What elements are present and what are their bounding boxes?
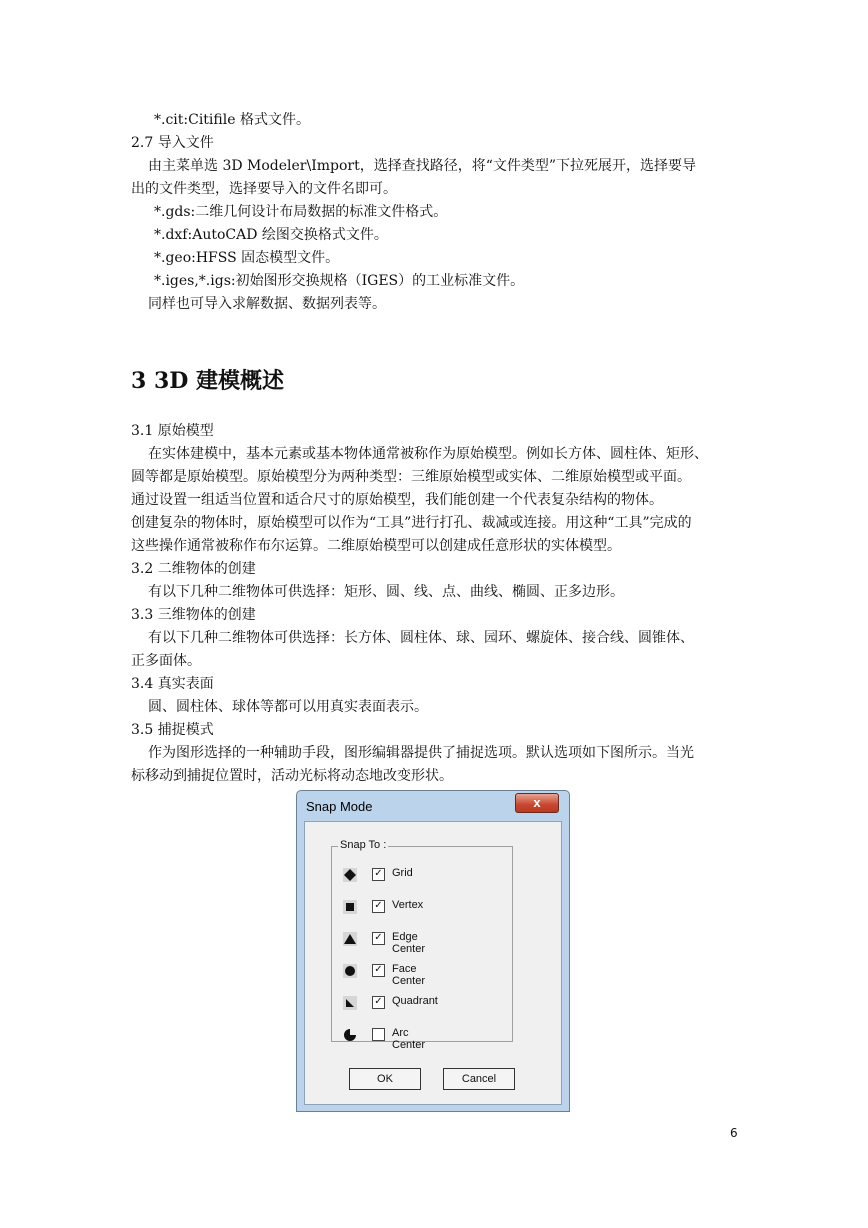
paragraph-3-3-line2: 正多面体。 xyxy=(131,653,201,669)
close-icon: x xyxy=(533,795,541,810)
quadrant-label: Quadrant xyxy=(392,995,438,1007)
text-line-dxf: *.dxf:AutoCAD 绘图交换格式文件。 xyxy=(154,227,388,243)
grid-checkbox[interactable]: ✓ xyxy=(372,868,385,881)
section-heading-3-3: 3.3 三维物体的创建 xyxy=(131,607,256,623)
edge-center-label: Edge Center xyxy=(392,931,426,955)
vertex-checkbox[interactable]: ✓ xyxy=(372,900,385,913)
snap-to-group xyxy=(331,839,513,1051)
paragraph-3-2: 有以下几种二维物体可供选择：矩形、圆、线、点、曲线、椭圆、正多边形。 xyxy=(148,584,624,600)
section-heading-3-4: 3.4 真实表面 xyxy=(131,676,214,692)
text-line-import-data: 同样也可导入求解数据、数据列表等。 xyxy=(148,296,386,312)
ok-button[interactable]: OK xyxy=(349,1068,421,1090)
text-line-cit: *.cit:Citifile 格式文件。 xyxy=(154,112,310,128)
face-center-label: Face Center xyxy=(392,963,426,987)
text-line-iges: *.iges,*.igs:初始图形交换规格（IGES）的工业标准文件。 xyxy=(154,273,525,289)
paragraph-3-1-line3: 通过设置一组适当位置和适合尺寸的原始模型，我们能创建一个代表复杂结构的物体。 xyxy=(131,492,663,508)
edge-center-checkbox[interactable]: ✓ xyxy=(372,932,385,945)
square-icon xyxy=(343,900,357,914)
page-number: 6 xyxy=(730,1126,738,1140)
text-line-geo: *.geo:HFSS 固态模型文件。 xyxy=(154,250,340,266)
close-button[interactable] xyxy=(515,793,559,813)
snap-mode-dialog xyxy=(296,790,570,1112)
quadrant-icon xyxy=(343,996,357,1010)
chapter-heading: 3 3D 建模概述 xyxy=(131,368,285,394)
group-label: Snap To : xyxy=(340,839,387,851)
face-center-checkbox[interactable]: ✓ xyxy=(372,964,385,977)
section-heading-3-1: 3.1 原始模型 xyxy=(131,423,214,439)
section-heading-3-5: 3.5 捕捉模式 xyxy=(131,722,214,738)
arc-center-label: Arc Center xyxy=(392,1027,426,1051)
section-heading-3-2: 3.2 二维物体的创建 xyxy=(131,561,256,577)
dialog-title: Snap Mode xyxy=(306,799,373,814)
paragraph-3-1-line5: 这些操作通常被称作布尔运算。二维原始模型可以创建成任意形状的实体模型。 xyxy=(131,538,621,554)
paragraph-3-1-line2: 圆等都是原始模型。原始模型分为两种类型：三维原始模型或实体、二维原始模型或平面。 xyxy=(131,469,691,485)
quadrant-checkbox[interactable]: ✓ xyxy=(372,996,385,1009)
arc-center-icon xyxy=(343,1028,357,1042)
paragraph-3-3-line1: 有以下几种二维物体可供选择：长方体、圆柱体、球、园环、螺旋体、接合线、圆锥体、 xyxy=(148,630,694,646)
section-heading-2-7: 2.7 导入文件 xyxy=(131,135,214,151)
paragraph-import-line1: 由主菜单选 3D Modeler\Import，选择查找路径，将“文件类型”下拉死展开，选择要导 xyxy=(148,158,697,174)
circle-icon xyxy=(343,964,357,978)
diamond-icon xyxy=(343,868,357,882)
paragraph-3-1-line4: 创建复杂的物体时，原始模型可以作为“工具”进行打孔、裁减或连接。用这种“工具”完成的 xyxy=(131,515,692,531)
cancel-button[interactable]: Cancel xyxy=(443,1068,515,1090)
vertex-label: Vertex xyxy=(392,899,424,911)
grid-label: Grid xyxy=(392,867,413,879)
paragraph-3-1-line1: 在实体建模中，基本元素或基本物体通常被称作为原始模型。例如长方体、圆柱体、矩形、 xyxy=(148,446,708,462)
paragraph-3-5-line2: 标移动到捕捉位置时，活动光标将动态地改变形状。 xyxy=(131,768,453,784)
dialog-body xyxy=(304,821,562,1105)
paragraph-3-4: 圆、圆柱体、球体等都可以用真实表面表示。 xyxy=(148,699,428,715)
arc-center-checkbox[interactable] xyxy=(372,1028,385,1041)
paragraph-import-line2: 出的文件类型，选择要导入的文件名即可。 xyxy=(131,181,397,197)
triangle-icon xyxy=(343,932,357,946)
text-line-gds: *.gds:二维几何设计布局数据的标准文件格式。 xyxy=(154,204,448,220)
paragraph-3-5-line1: 作为图形选择的一种辅助手段，图形编辑器提供了捕捉选项。默认选项如下图所示。当光 xyxy=(148,745,694,761)
